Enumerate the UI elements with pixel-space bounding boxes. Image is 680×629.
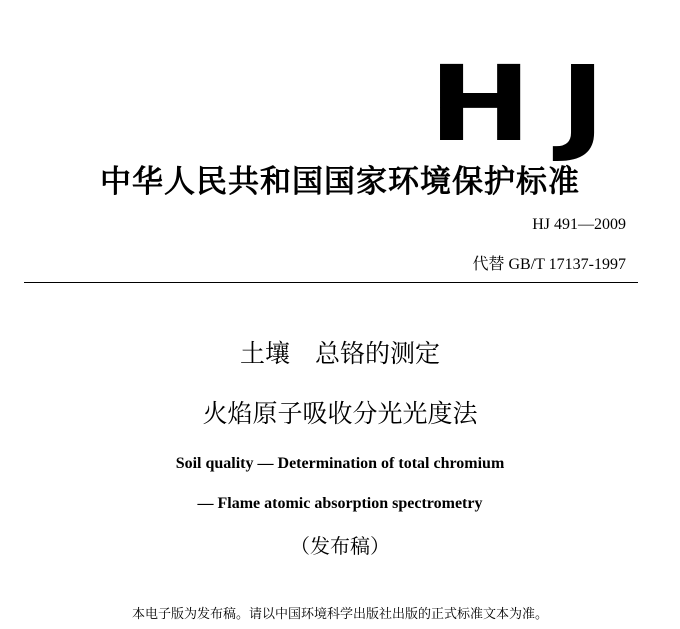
footer-note: 本电子版为发布稿。请以中国环境科学出版社出版的正式标准文本为准。 xyxy=(131,607,548,622)
issuing-authority: 中华人民共和国国家环境保护标准 xyxy=(100,164,580,200)
draft-status: （发布稿） xyxy=(290,534,390,558)
title-english-line-2: — Flame atomic absorption spectrometry xyxy=(197,495,483,512)
replaces-standard: 代替 GB/T 17137-1997 xyxy=(472,256,626,273)
header-divider xyxy=(24,282,638,283)
hj-logo: HJ xyxy=(428,43,634,165)
title-chinese-line-1: 土壤 总铬的测定 xyxy=(239,339,440,368)
standard-number: HJ 491—2009 xyxy=(532,216,626,233)
title-chinese-line-2: 火焰原子吸收分光光度法 xyxy=(202,399,478,428)
title-english-line-1: Soil quality — Determination of total chromium xyxy=(175,455,505,472)
